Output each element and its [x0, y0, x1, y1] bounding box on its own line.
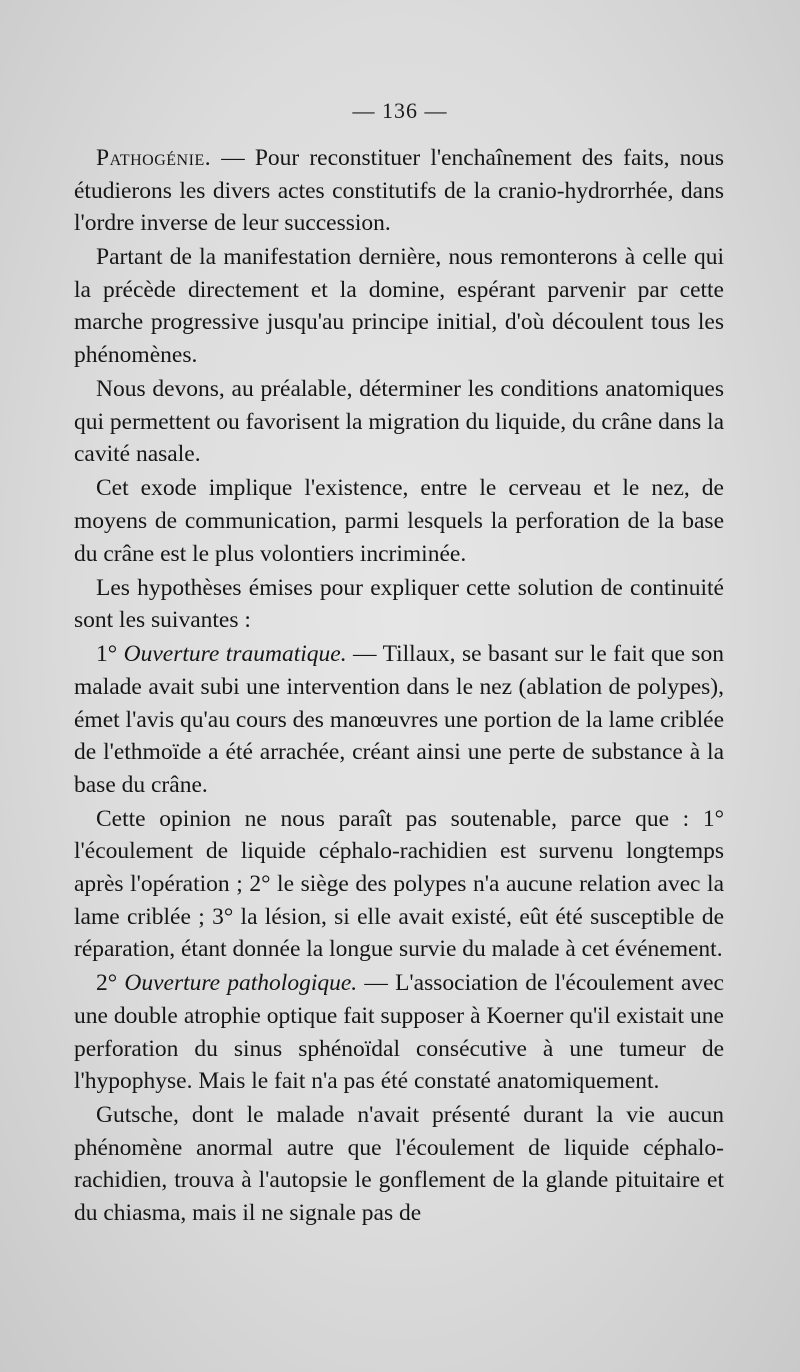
paragraph — [74, 803, 724, 966]
paragraph — [74, 472, 724, 570]
subsection-title: Ouverture pathologique. — [124, 970, 358, 997]
paragraph-text: Gutsche, dont le malade n'avait présenté durant la vie aucun phénomène anormal autre que l'écoulement de liquide céphalo-rachidien, trouva à l'autopsie le gonflement de la glande pituitaire et du chiasma, mais il ne signale pas de — [74, 1102, 724, 1226]
list-number: 2° — [96, 970, 125, 997]
paragraph — [74, 373, 724, 471]
paragraph-ouverture-pathologique — [74, 967, 724, 1097]
page-number: — 136 — — [352, 98, 448, 123]
paragraph-pathogenie — [74, 142, 724, 240]
paragraph-text: Les hypothèses émises pour expliquer cette solution de continuité sont les suivantes : — [74, 574, 724, 634]
subsection-title: Ouverture traumatique. — [123, 641, 347, 668]
paragraph — [74, 1099, 724, 1229]
paragraph-text: Cet exode implique l'existence, entre le cerveau et le nez, de moyens de communication, parmi lesquels la perforation de la base du crâne est le plus volontiers incriminée. — [74, 475, 724, 567]
section-heading: Pathogénie. — [96, 145, 212, 171]
paragraph-text: — Pour reconstituer l'enchaînement des faits, nous étudierons les divers actes constitutifs de la cranio-hydrorrhée, dans l'ordre inverse de leur succession. — [74, 145, 724, 237]
list-number: 1° — [96, 641, 124, 668]
paragraph-text: Partant de la manifestation dernière, nous remonterons à celle qui la précède directement et la domine, espérant parvenir par cette marche progressive jusqu'au principe initial, d'où découlent tous les phénomènes. — [74, 244, 724, 369]
paragraph — [74, 572, 724, 637]
paragraph-ouverture-traumatique — [74, 638, 724, 801]
paragraph-text: — L'association de l'écoulement avec une double atrophie optique fait supposer à Koerner qu'il existait une perforation du sinus sphénoïdal consécutive à une tumeur de l'hypophyse. Mais le fait n'a pas été constaté anatomiquement. — [74, 970, 724, 1095]
paragraph-text: Cette opinion ne nous paraît pas soutenable, parce que : 1° l'écoulement de liquide céphalo-rachidien est survenu longtemps après l'opération ; 2° le siège des polypes n'a aucune relation avec la lame criblée ; 3° la lésion, si elle avait existé, eût été susceptible de réparation, étant donnée la longue survie du malade à cet événement. — [74, 805, 724, 963]
body-text — [74, 142, 724, 1231]
paragraph-text: — Tillaux, se basant sur le fait que son malade avait subi une intervention dans le nez (ablation de polypes), émet l'avis qu'au cours des manœuvres une portion de la lame criblée de l'ethmoïde a été arrachée, créant ainsi une perte de substance à la base du crâne. — [74, 641, 725, 798]
paragraph-text: Nous devons, au préalable, déterminer les conditions anatomiques qui permettent ou favorisent la migration du liquide, du crâne dans la cavité nasale. — [74, 376, 724, 468]
paragraph — [74, 241, 724, 371]
